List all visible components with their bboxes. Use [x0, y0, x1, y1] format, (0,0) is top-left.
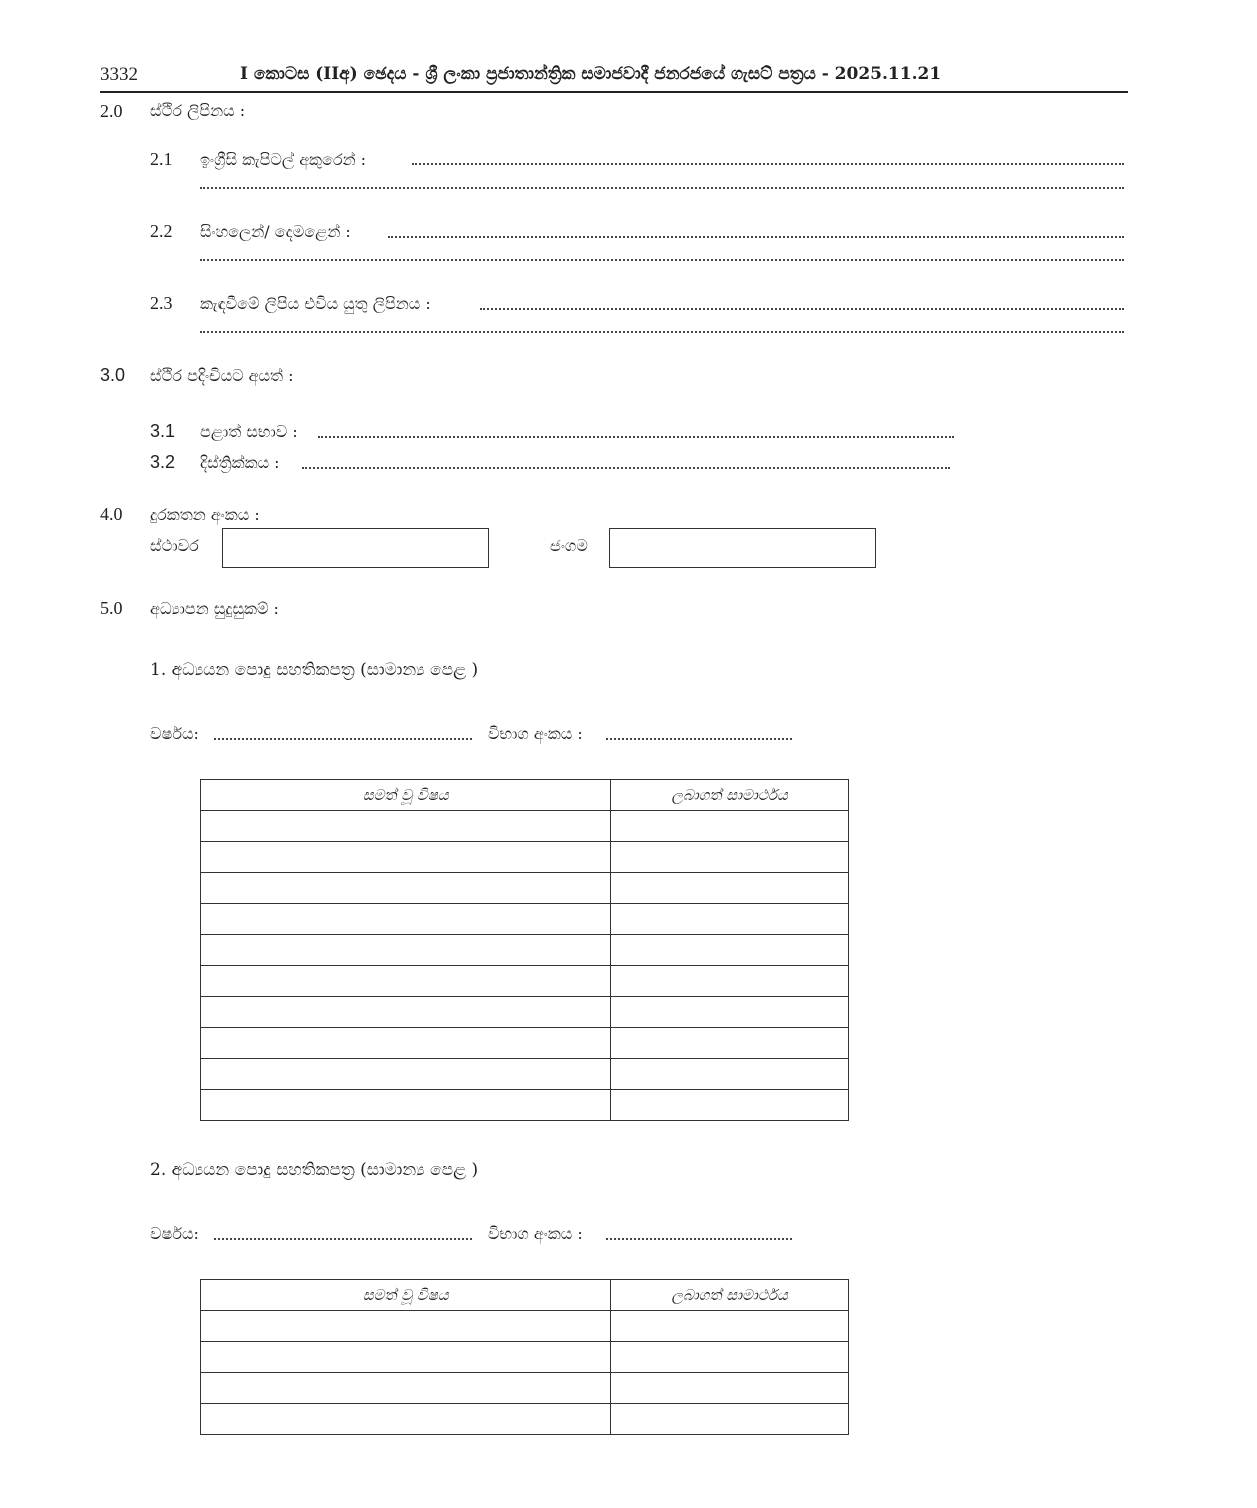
- table-row: [201, 842, 849, 873]
- table-row: [201, 1404, 849, 1435]
- ol-block-2-year-field[interactable]: [214, 1238, 472, 1240]
- ol-block-1-heading: 1. අධ්‍යයන පොදු සහතිකපත්‍ර (සාමාන්‍ය පෙළ ): [150, 660, 479, 680]
- subject-cell[interactable]: [201, 1059, 611, 1090]
- address-english-field-line-1[interactable]: [412, 163, 1124, 165]
- table-row: [201, 873, 849, 904]
- table-row: [201, 904, 849, 935]
- table-row: [201, 1059, 849, 1090]
- table-row: [201, 935, 849, 966]
- section-5-number: 5.0: [100, 598, 123, 618]
- subject-cell[interactable]: [201, 1404, 611, 1435]
- subject-cell[interactable]: [201, 1311, 611, 1342]
- subject-cell[interactable]: [201, 811, 611, 842]
- grade-cell[interactable]: [611, 1028, 849, 1059]
- item-3-2-label: දිස්ත්‍රික්කය :: [200, 453, 280, 472]
- mobile-label: ජංගම: [550, 536, 588, 555]
- ol-block-2-col-subject: සමත් වූ විෂය: [201, 1280, 611, 1311]
- header-rule: [100, 91, 1128, 93]
- section-4-title: දුරකතන අංකය :: [150, 505, 260, 524]
- grade-cell[interactable]: [611, 1311, 849, 1342]
- grade-cell[interactable]: [611, 935, 849, 966]
- grade-cell[interactable]: [611, 966, 849, 997]
- province-field-line[interactable]: [318, 436, 954, 438]
- grade-cell[interactable]: [611, 1059, 849, 1090]
- grade-cell[interactable]: [611, 1404, 849, 1435]
- section-2-number: 2.0: [100, 101, 123, 121]
- item-2-2-label: සිංහලෙන්/ දෙමළෙන් :: [200, 222, 351, 241]
- table-row: [201, 811, 849, 842]
- item-2-3-label: කැඳවීමේ ලිපිය එවිය යුතු ලිපිනය :: [200, 294, 431, 313]
- ol-block-1-year-field[interactable]: [214, 738, 472, 740]
- item-2-1-number: 2.1: [150, 149, 173, 169]
- ol-block-2-heading: 2. අධ්‍යයන පොදු සහතිකපත්‍ර (සාමාන්‍ය පෙළ ): [150, 1160, 479, 1180]
- ol-block-1-index-label: විභාග අංකය :: [488, 724, 583, 743]
- ol-block-2-table-body: [201, 1311, 849, 1435]
- grade-cell[interactable]: [611, 873, 849, 904]
- item-2-2-number: 2.2: [150, 221, 173, 241]
- mobile-number-field[interactable]: [609, 528, 876, 568]
- mailing-address-field-line-2[interactable]: [200, 331, 1124, 333]
- ol-block-1-index-field[interactable]: [606, 738, 792, 740]
- subject-cell[interactable]: [201, 873, 611, 904]
- grade-cell[interactable]: [611, 1373, 849, 1404]
- grade-cell[interactable]: [611, 1090, 849, 1121]
- subject-cell[interactable]: [201, 966, 611, 997]
- table-row: [201, 966, 849, 997]
- subject-cell[interactable]: [201, 1090, 611, 1121]
- address-sinhala-field-line-1[interactable]: [388, 236, 1124, 238]
- table-row: [201, 1090, 849, 1121]
- grade-cell[interactable]: [611, 997, 849, 1028]
- table-row: [201, 1373, 849, 1404]
- ol-block-1-col-grade: ලබාගත් සාමාර්ථය: [611, 780, 849, 811]
- item-3-2-number: 3.2: [150, 452, 176, 472]
- address-english-field-line-2[interactable]: [200, 187, 1124, 189]
- table-row: [201, 1342, 849, 1373]
- ol-block-1-year-label: වර්ෂය:: [150, 724, 199, 743]
- subject-cell[interactable]: [201, 997, 611, 1028]
- grade-cell[interactable]: [611, 842, 849, 873]
- section-5-title: අධ්‍යාපන සුදුසුකම් :: [150, 599, 279, 618]
- subject-cell[interactable]: [201, 904, 611, 935]
- grade-cell[interactable]: [611, 904, 849, 935]
- table-row: [201, 1311, 849, 1342]
- district-field-line[interactable]: [302, 467, 950, 469]
- page-number: 3332: [100, 64, 138, 85]
- subject-cell[interactable]: [201, 935, 611, 966]
- item-3-1-label: පළාත් සභාව :: [200, 422, 298, 441]
- section-3-number: 3.0: [100, 365, 126, 385]
- section-3-title: ස්ථිර පදිංචියට අයත් :: [150, 366, 294, 385]
- ol-block-2-index-label: විභාග අංකය :: [488, 1224, 583, 1243]
- address-sinhala-field-line-2[interactable]: [200, 259, 1124, 261]
- subject-cell[interactable]: [201, 1373, 611, 1404]
- landline-number-field[interactable]: [222, 528, 489, 568]
- section-4-number: 4.0: [100, 504, 123, 524]
- item-2-1-label: ඉංග්‍රීසි කැපිටල් අකුරෙන් :: [200, 150, 367, 169]
- landline-label: ස්ථාවර: [150, 536, 199, 555]
- section-2-title: ස්ථිර ලිපිනය :: [150, 101, 246, 120]
- ol-block-1-table-body: [201, 811, 849, 1121]
- grade-cell[interactable]: [611, 1342, 849, 1373]
- subject-cell[interactable]: [201, 842, 611, 873]
- ol-block-1-col-subject: සමත් වූ විෂය: [201, 780, 611, 811]
- subject-cell[interactable]: [201, 1342, 611, 1373]
- gazette-header-title: I කොටස (IIඅ) ඡෙදය - ශ්‍රී ලංකා ප්‍රජාතාන්ත්‍රික සමාජවාදී ජනරජයේ ගැසට් පත්‍රය - 2025.11.21: [240, 64, 942, 84]
- item-2-3-number: 2.3: [150, 293, 173, 313]
- subject-cell[interactable]: [201, 1028, 611, 1059]
- table-row: [201, 997, 849, 1028]
- mailing-address-field-line-1[interactable]: [480, 308, 1124, 310]
- item-3-1-number: 3.1: [150, 421, 176, 441]
- ol-block-2-results-table: [200, 1279, 849, 1435]
- table-row: [201, 1028, 849, 1059]
- ol-block-2-year-label: වර්ෂය:: [150, 1224, 199, 1243]
- ol-block-1-results-table: [200, 779, 849, 1121]
- grade-cell[interactable]: [611, 811, 849, 842]
- ol-block-2-index-field[interactable]: [606, 1238, 792, 1240]
- ol-block-2-col-grade: ලබාගත් සාමාර්ථය: [611, 1280, 849, 1311]
